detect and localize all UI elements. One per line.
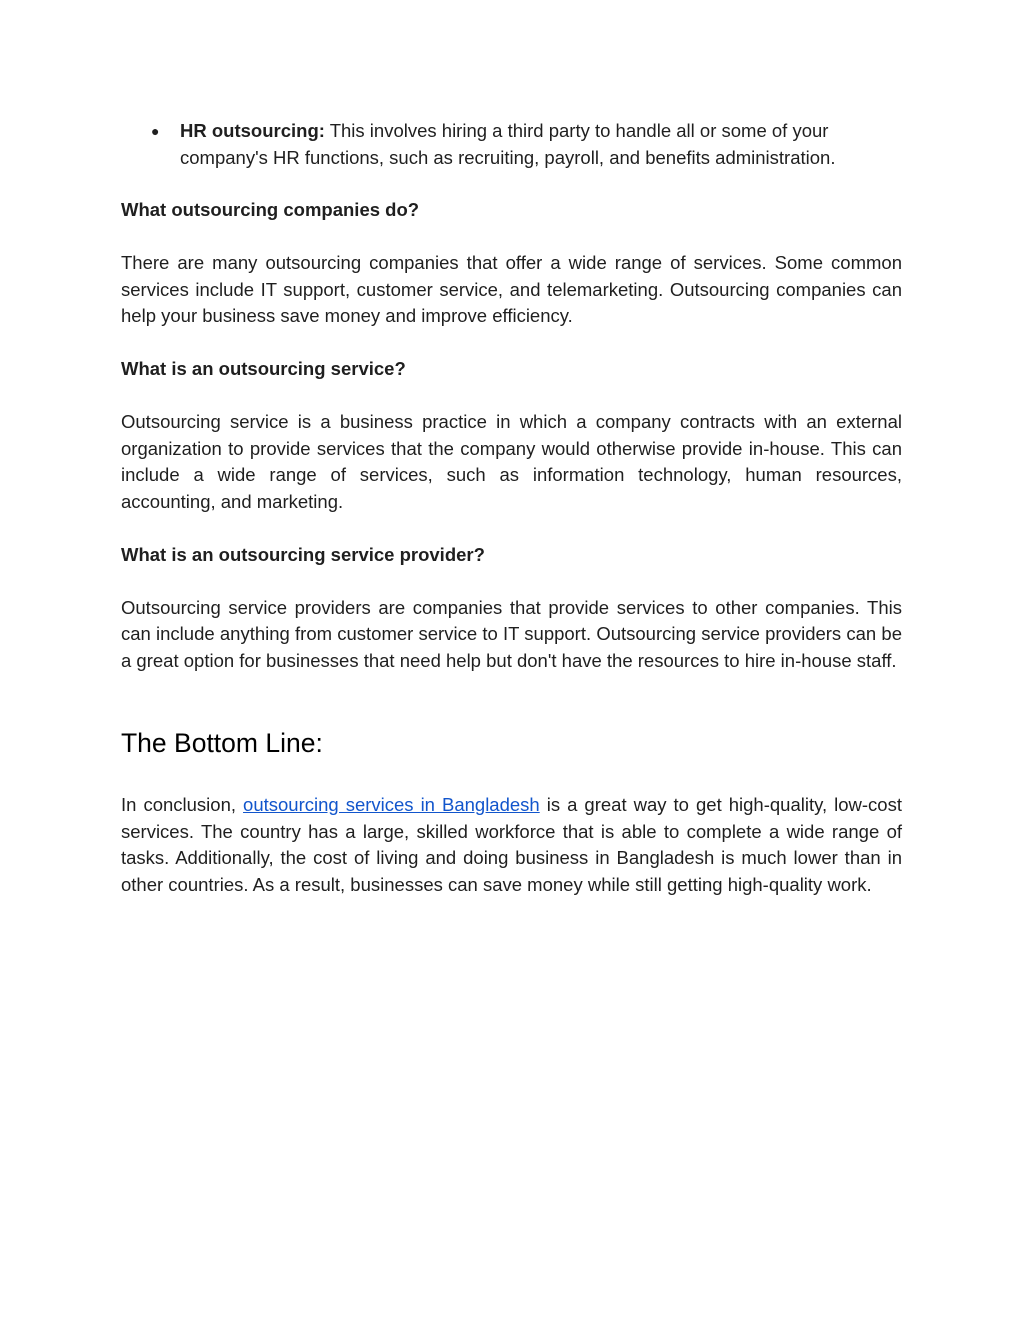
section-heading-service-provider: What is an outsourcing service provider? [121,543,485,565]
bullet-text: This involves hiring a third party to handle all or some of your company's HR functions, such as recruiting, payroll, and benefits administration. [180,120,836,168]
conclusion-rest: is a great way to get high-quality, low-cost services. The country has a large, skilled workforce that is able to complete a wide range of tasks. Additionally, the cost of living and doing business in Bangladesh is much lower than in other countries. As a result, businesses can save money while still getting high-quality work. [121,794,902,895]
document-page [121,118,902,925]
section-heading-outsourcing-service: What is an outsourcing service? [121,358,406,379]
conclusion-intro: In conclusion, [121,794,244,815]
bullet-icon: ● [151,123,160,139]
bottom-line-heading: The Bottom Line: [121,728,323,758]
bullet-list-item-hr-outsourcing [121,118,902,171]
section-body-service-provider: Outsourcing service providers are companies that provide services to other companies. This can include anything from customer service to IT support. Outsourcing service providers can be a great option for businesses that need help but don't have the resources to hire in-house staff. [121,596,902,671]
bullet-term: HR outsourcing: [180,120,325,141]
outsourcing-bangladesh-link[interactable]: outsourcing services in Bangladesh [243,794,540,815]
conclusion-paragraph [121,792,902,898]
section-body-outsourcing-service: Outsourcing service is a business practice in which a company contracts with an external organization to provide services that the company would otherwise provide in-house. This can include a wide range of services, such as information technology, human resources, accounting, and marketing. [121,411,902,512]
section-body-what-companies-do: There are many outsourcing companies that offer a wide range of services. Some common services include IT support, customer service, and telemarketing. Outsourcing companies can help your business save money and improve efficiency. [121,252,902,326]
section-heading-what-companies-do: What outsourcing companies do? [121,199,420,220]
